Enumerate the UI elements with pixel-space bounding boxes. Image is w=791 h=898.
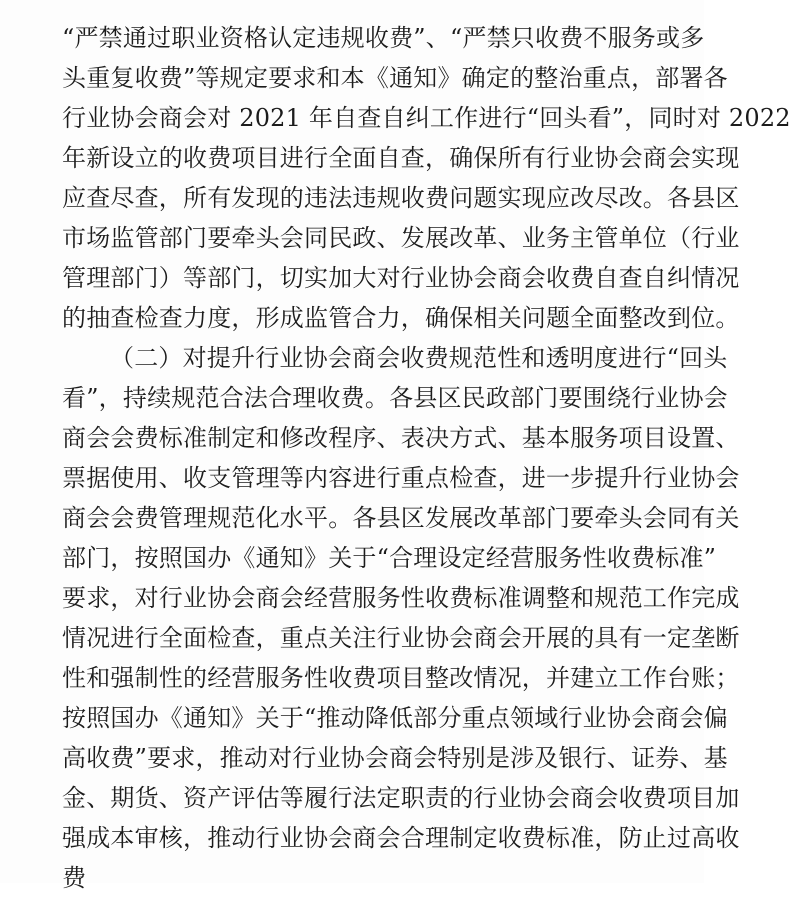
text-line: 按照国办《通知》关于“推动降低部分重点领域行业协会商会偏 (62, 704, 728, 732)
text-line: 年新设立的收费项目进行全面自查，确保所有行业协会商会实现 (62, 144, 740, 172)
text-line: 高收费”要求，推动对行业协会商会特别是涉及银行、证券、基 (62, 744, 728, 772)
text-line: 的抽查检查力度，形成监管合力，确保相关问题全面整改到位。 (62, 304, 740, 332)
text-line: 情况进行全面检查，重点关注行业协会商会开展的具有一定垄断 (62, 624, 740, 652)
text-line: 商会会费管理规范化水平。各县区发展改革部门要牵头会同有关 (62, 504, 740, 532)
text-line: 应查尽查，所有发现的违法违规收费问题实现应改尽改。各县区 (62, 184, 740, 212)
text-line: 商会会费标准制定和修改程序、表决方式、基本服务项目设置、 (62, 424, 740, 452)
text-line: 部门，按照国办《通知》关于“合理设定经营服务性收费标准” (62, 544, 717, 572)
text-line: 金、期货、资产评估等履行法定职责的行业协会商会收费项目加 (62, 784, 740, 812)
text-line: “严禁通过职业资格认定违规收费”、“严禁只收费不服务或多 (62, 24, 705, 52)
text-line: 行业协会商会对 2021 年自查自纠工作进行“回头看”，同时对 2022 (62, 104, 791, 132)
text-line: 管理部门）等部门，切实加大对行业协会商会收费自查自纠情况 (62, 264, 740, 292)
text-line: 票据使用、收支管理等内容进行重点检查，进一步提升行业协会 (62, 464, 740, 492)
text-line: 市场监管部门要牵头会同民政、发展改革、业务主管单位（行业 (62, 224, 740, 252)
section-heading-line: （二）对提升行业协会商会收费规范性和透明度进行“回头 (110, 344, 728, 372)
text-line-cut: 费 (62, 864, 87, 892)
text-line: 性和强制性的经营服务性收费项目整改情况，并建立工作台账； (62, 664, 740, 692)
text-line: 头重复收费”等规定要求和本《通知》确定的整治重点，部署各 (62, 64, 728, 92)
text-line: 要求，对行业协会商会经营服务性收费标准调整和规范工作完成 (62, 584, 740, 612)
text-line: 看”，持续规范合法合理收费。各县区民政部门要围绕行业协会 (62, 384, 728, 412)
text-line: 强成本审核，推动行业协会商会合理制定收费标准，防止过高收 (62, 824, 740, 852)
